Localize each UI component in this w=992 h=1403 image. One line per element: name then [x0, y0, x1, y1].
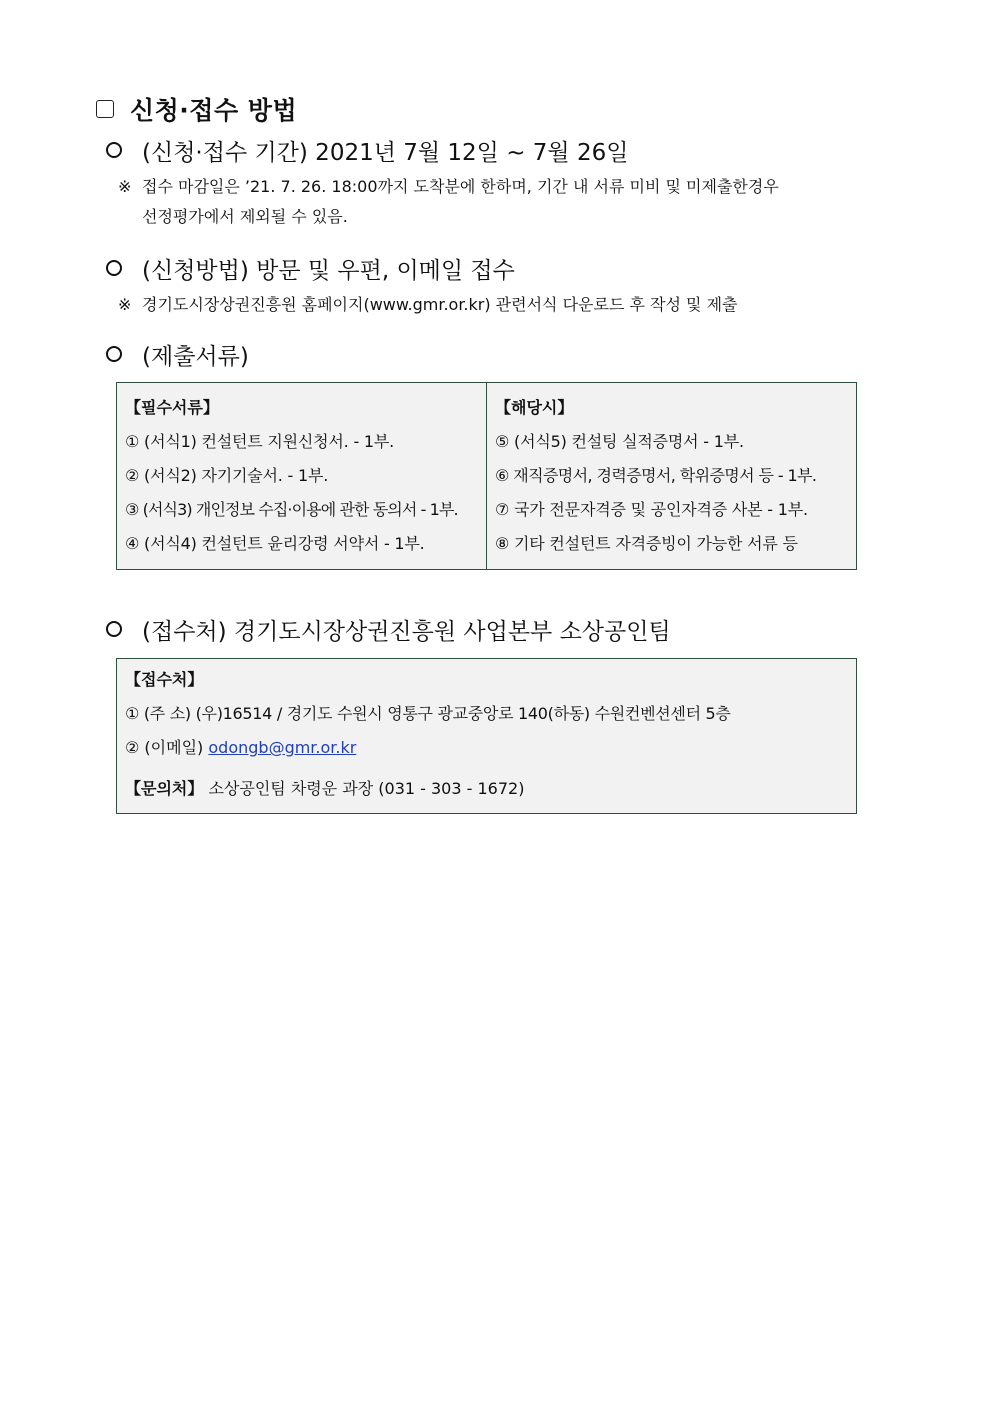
- period-note: [118, 172, 779, 232]
- contact-text: 소상공인팀 차령운 과장 (031 - 303 - 1672): [203, 779, 525, 798]
- list-item: ④ (서식4) 컨설턴트 윤리강령 서약서 - 1부.: [125, 534, 425, 553]
- contact-heading: 【문의처】: [125, 779, 204, 798]
- circle-outline-icon: [106, 260, 122, 276]
- email-link[interactable]: odongb@gmr.or.kr: [208, 738, 357, 757]
- documents-table: [116, 382, 857, 570]
- reception-heading: 【접수처】: [125, 670, 204, 689]
- circle-outline-icon: [106, 621, 122, 637]
- reception-text: (접수처) 경기도시장상권진흥원 사업본부 소상공인팀: [142, 618, 671, 645]
- period-line: [106, 133, 628, 167]
- reception-box: [116, 658, 857, 814]
- square-outline-icon: [96, 100, 114, 118]
- reference-mark: ※: [118, 295, 132, 314]
- circle-outline-icon: [106, 142, 122, 158]
- method-text: (신청방법) 방문 및 우편, 이메일 접수: [142, 257, 515, 284]
- period-note-line1: 접수 마감일은 ’21. 7. 26. 18:00까지 도착분에 한하며, 기간 내 서류 미비 및 미제출한경우: [142, 177, 779, 196]
- documents-text: (제출서류): [142, 343, 249, 370]
- circle-outline-icon: [106, 346, 122, 362]
- contact-line: [125, 777, 856, 801]
- email-label: ② (이메일): [125, 738, 209, 757]
- reception-email-line: [125, 731, 856, 765]
- required-documents-column: [117, 383, 487, 569]
- method-note: [118, 290, 738, 320]
- method-line: [106, 251, 515, 285]
- list-item: ② (서식2) 자기기술서. - 1부.: [125, 466, 329, 485]
- list-item: ⑥ 재직증명서, 경력증명서, 학위증명서 등 - 1부.: [495, 466, 817, 485]
- section-title: [96, 92, 297, 126]
- list-item: ③ (서식3) 개인정보 수집·이용에 관한 동의서 - 1부.: [125, 500, 458, 519]
- optional-heading: 【해당시】: [495, 398, 574, 417]
- reference-mark: ※: [118, 177, 132, 196]
- list-item: ⑧ 기타 컨설턴트 자격증빙이 가능한 서류 등: [495, 534, 798, 553]
- list-item: ⑤ (서식5) 컨설팅 실적증명서 - 1부.: [495, 432, 744, 451]
- period-text: (신청·접수 기간) 2021년 7월 12일 ~ 7월 26일: [142, 139, 629, 166]
- reception-address: ① (주 소) (우)16514 / 경기도 수원시 영통구 광교중앙로 140(하동) 수원컨벤션센터 5층: [125, 704, 731, 723]
- period-note-line2: 선정평가에서 제외될 수 있음.: [142, 207, 348, 226]
- list-item: ① (서식1) 컨설턴트 지원신청서. - 1부.: [125, 432, 395, 451]
- reception-line: [106, 612, 671, 646]
- list-item: ⑦ 국가 전문자격증 및 공인자격증 사본 - 1부.: [495, 500, 808, 519]
- optional-documents-column: [487, 383, 856, 569]
- required-heading: 【필수서류】: [125, 398, 219, 417]
- section-title-text: 신청·접수 방법: [130, 96, 298, 125]
- method-note-text: 경기도시장상권진흥원 홈페이지(www.gmr.or.kr) 관련서식 다운로드 후 작성 및 제출: [142, 295, 738, 314]
- documents-line: [106, 337, 249, 371]
